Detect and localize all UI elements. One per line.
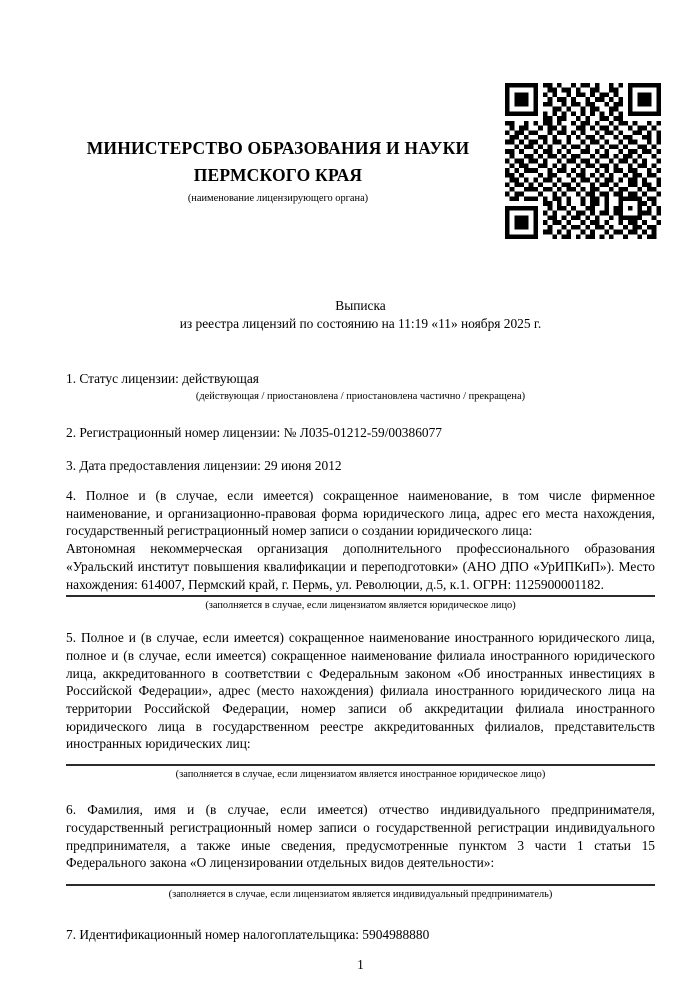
legal-entity-question: 4. Полное и (в случае, если имеется) сокращенное наименование, в том числе фирменное наименование, и организационно-правовая форма юридического лица, адрес его места нахождения, государственный регистрационный номер записи о создании юридического лица: (66, 488, 655, 539)
item-foreign-entity (66, 629, 655, 781)
registration-number-text: 2. Регистрационный номер лицензии: № Л035-01212-59/00386077 (66, 425, 442, 440)
item-taxpayer-number (66, 926, 655, 944)
license-status-text: 1. Статус лицензии: действующая (66, 371, 259, 386)
foreign-entity-rule (66, 764, 655, 766)
legal-entity-rule (66, 595, 655, 597)
legal-entity-answer: Автономная некоммерческая организация дополнительного профессионального образования «Уральский институт повышения квалификации и переподготовки» (АНО ДПО «УрИПКиП»). Место нахождения: 614007, Пермский край, г. Пермь, ул. Революции, д.5, к.1. ОГРН: 1125900001182. (66, 541, 655, 592)
ministry-name-line1: МИНИСТЕРСТВО ОБРАЗОВАНИЯ И НАУКИ (86, 138, 470, 158)
item-license-status (66, 370, 655, 403)
document-title-line2: из реестра лицензий по состоянию на 11:19 «11» ноября 2025 г. (179, 316, 542, 331)
page-number: 1 (357, 956, 364, 972)
individual-entrepreneur-rule (66, 884, 655, 886)
item-registration-number (66, 424, 655, 442)
individual-entrepreneur-question: 6. Фамилия, имя и (в случае, если имеется) отчество индивидуального предпринимателя, государственный регистрационный номер записи о государственной регистрации индивидуального предпринимателя, а также иные сведения, предусмотренные пунктом 3 части 1 статьи 15 Федерального закона «О лицензировании отдельных видов деятельности»: (66, 802, 655, 871)
license-status-caption: (действующая / приостановлена / приостановлена частично / прекращена) (195, 391, 526, 402)
ministry-caption: (наименование лицензирующего органа) (187, 193, 369, 204)
item-legal-entity (66, 487, 655, 612)
ministry-header (66, 135, 490, 205)
document-title-line1: Выписка (335, 298, 386, 313)
document-title (66, 297, 655, 333)
item-license-date (66, 457, 655, 475)
ministry-name-line2: ПЕРМСКОГО КРАЯ (193, 165, 363, 185)
foreign-entity-caption: (заполняется в случае, если лицензиатом является иностранное юридическое лицо) (175, 769, 546, 781)
license-date-text: 3. Дата предоставления лицензии: 29 июня 2012 (66, 458, 342, 473)
individual-entrepreneur-caption: (заполняется в случае, если лицензиатом является индивидуальный предприниматель) (168, 888, 553, 900)
legal-entity-caption: (заполняется в случае, если лицензиатом является юридическое лицо) (205, 600, 516, 612)
taxpayer-number-text: 7. Идентификационный номер налогоплательщика: 5904988880 (66, 926, 430, 942)
foreign-entity-question: 5. Полное и (в случае, если имеется) сокращенное наименование иностранного юридического лица, полное и (в случае, если имеется) сокращенное наименование филиала иностранного юридического лица, аккредитованного в соответствии с Федеральным законом «Об иностранных инвестициях в Российской Федерации», адрес (место нахождения) филиала иностранного юридического лица на территории Российской Федерации, номер записи об аккредитации филиала иностранного юридического лица в государственном реестре аккредитованных филиалов, представительств иностранных юридических лиц: (66, 630, 655, 752)
qr-code (505, 83, 661, 239)
item-individual-entrepreneur (66, 801, 655, 901)
